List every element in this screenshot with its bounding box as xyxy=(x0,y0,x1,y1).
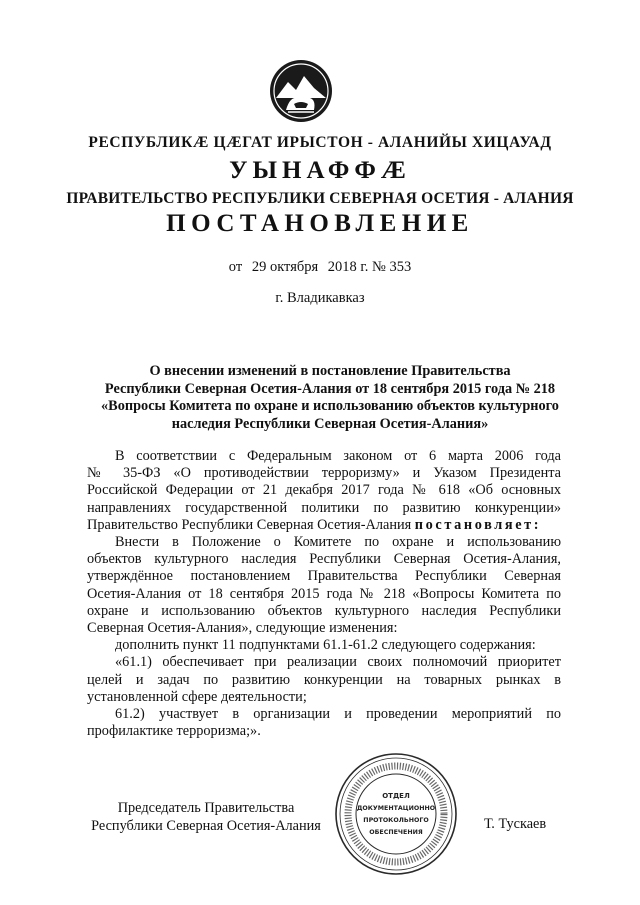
decree-body xyxy=(87,448,561,740)
date-prefix: от xyxy=(228,259,243,275)
title-line: «Вопросы Комитета по охране и использованию объектов культурного xyxy=(101,398,559,415)
republic-name-ossetian: РЕСПУБЛИКӔ ЦӔГАТ ИРЫСТОН - АЛАНИЙЫ ХИЦАУАД xyxy=(88,134,552,151)
decree-date-number xyxy=(0,259,640,276)
body-line: установленной сфере деятельности; xyxy=(87,688,307,705)
title-line: Республики Северная Осетия-Алания от 18 сентября 2015 года № 218 xyxy=(104,380,556,397)
body-line: Северная Осетия-Алания», следующие изменения: xyxy=(87,620,398,637)
decree-label-ossetian: УЫНАФФӔ xyxy=(229,157,411,184)
body-line: направлениях государственной политики по развитию конкуренции» xyxy=(87,499,561,516)
body-line: В соответствии с Федеральным законом от 6 марта 2006 года xyxy=(115,448,561,464)
stamp-center-line: ОТДЕЛ xyxy=(382,792,410,800)
title-line: наследия Республики Северная Осетия-Алания» xyxy=(171,415,489,432)
body-line: утверждённое постановлением Правительства Республики Северная xyxy=(87,568,561,585)
title-line: О внесении изменений в постановление Правительства xyxy=(149,363,511,379)
body-line: профилактике терроризма;». xyxy=(87,723,261,740)
body-line: Осетия-Алания от 18 сентября 2015 года № 218 «Вопросы Комитета по xyxy=(87,585,561,602)
body-line: № 35-ФЗ «О противодействии терроризму» и Указом Президента xyxy=(87,465,561,482)
stamp-center-line: ОБЕСПЕЧЕНИЯ xyxy=(369,829,423,836)
body-line: Внести в Положение о Комитете по охране и использованию xyxy=(115,534,561,551)
body-line-text: Правительство Республики Северная Осетия-Алания xyxy=(87,516,412,533)
stamp-center-line: ДОКУМЕНТАЦИОННО xyxy=(356,805,436,812)
body-line: 61.2) участвует в организации и проведении мероприятий по xyxy=(115,706,561,723)
decree-date: 29 октября xyxy=(251,259,319,275)
decree-city: г. Владикавказ xyxy=(275,290,365,306)
body-line-resolves xyxy=(87,517,561,534)
coat-of-arms-emblem xyxy=(268,58,334,124)
body-line: объектов культурного наследия Республики Северная Осетия-Алания, xyxy=(87,551,561,568)
signatory-name: Т. Тускаев xyxy=(484,816,547,832)
decree-label-russian: ПОСТАНОВЛЕНИЕ xyxy=(166,210,474,237)
signatory-position xyxy=(86,799,326,835)
body-line: охране и использованию объектов культурного наследия Республики xyxy=(87,602,561,619)
body-line: «61.1) обеспечивает при реализации своих полномочий приоритет xyxy=(115,654,561,671)
position-line: Республики Северная Осетия-Алания xyxy=(91,818,321,834)
decree-year-number: 2018 г. № 353 xyxy=(327,259,412,275)
body-line: дополнить пункт 11 подпунктами 61.1-61.2 следующего содержания: xyxy=(115,637,536,654)
body-line: целей и задач по развитию конкуренции на товарных рынках в xyxy=(87,671,561,688)
position-line: Председатель Правительства xyxy=(117,800,295,816)
official-stamp-seal xyxy=(334,752,458,876)
body-line: Российской Федерации от 21 декабря 2017 года № 618 «Об основных xyxy=(87,482,561,499)
resolves-word: постановляет: xyxy=(414,516,542,533)
decree-title xyxy=(60,363,600,433)
stamp-center-line: ПРОТОКОЛЬНОГО xyxy=(363,817,429,824)
government-name-russian: ПРАВИТЕЛЬСТВО РЕСПУБЛИКИ СЕВЕРНАЯ ОСЕТИЯ - АЛАНИЯ xyxy=(66,190,574,207)
